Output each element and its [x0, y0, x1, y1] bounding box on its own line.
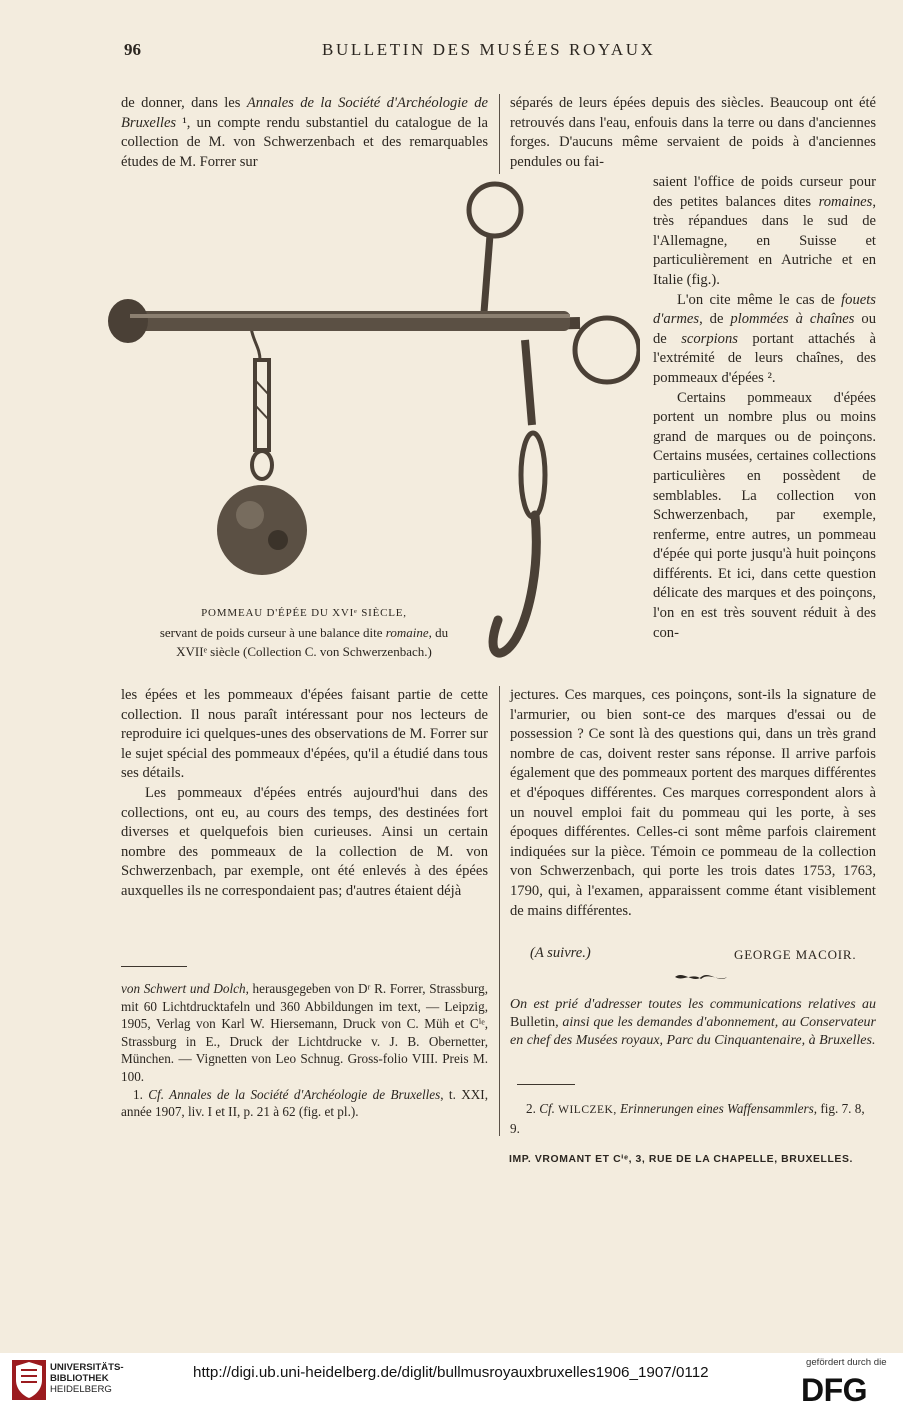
italic-term: romaine [385, 625, 429, 640]
footnote-rule-right [517, 1084, 575, 1085]
italic-term: fouets d'armes [653, 291, 876, 328]
italic-title: Annales de la Société d'Archéologie de Bruxelles [121, 95, 488, 131]
right-column-bottom [510, 686, 876, 921]
italic-term: plommées à chaînes [730, 311, 855, 328]
pommel-link [255, 360, 269, 450]
hook-link [525, 340, 532, 425]
footnote-number: 2. [526, 1101, 540, 1116]
sword-pommel-weight [217, 485, 307, 575]
right-ring [575, 318, 639, 382]
left-column-bottom [121, 686, 488, 902]
italic-title: Erinnerungen eines Waffensammlers [620, 1101, 814, 1116]
dfg-logo: DFG [801, 1372, 868, 1408]
text-span: , du [428, 625, 449, 640]
left-column-top [121, 94, 488, 172]
caption-line [120, 623, 488, 642]
pommel-link-decoration [255, 405, 269, 420]
library-name-line: BIBLIOTHEK [50, 1373, 109, 1384]
figure-caption [120, 604, 488, 661]
page-number: 96 [124, 40, 141, 59]
italic-term: scorpions [681, 330, 738, 347]
footnote-rule-left [121, 966, 187, 967]
bulletin-name: Bulletin [510, 1015, 556, 1030]
italic-title: von Schwert und Dolch [121, 981, 246, 996]
fleuron-ornament [673, 970, 729, 984]
text-span: , de [699, 311, 731, 328]
paragraph: séparés de leurs épées depuis des siècles. Beaucoup ont été retrouvés dans l'eau, enfouis dans la terre ou dans d'anciennes forges. D'aucuns même servaient de poids à d'anciennes pendules ou fai- [510, 95, 876, 170]
footnote-1 [121, 1086, 488, 1121]
italic-term: Cf. [539, 1101, 555, 1116]
caption-line: XVIIᵉ siècle (Collection C. von Schwerzenbach.) [176, 644, 432, 659]
footnotes-right [510, 1100, 876, 1137]
italic-term: romaines [818, 193, 873, 210]
paragraph [121, 94, 488, 172]
university-seal-icon [12, 1360, 46, 1400]
viewer-footer-bar [0, 1353, 903, 1413]
paragraph: Les pommeaux d'épées entrés aujourd'hui dans des collections, ont eu, au cours des temps, des destinées fort diverses et quelquefois bien curieuses. Ainsi un certain nombre des pommeaux de la collection de M. von Schwerzenbach, par exemple, ont été enlevés à des épées auxquelles ils ne correspondaient pas; d'autres étaient déjà [121, 784, 488, 899]
funding-note: gefördert durch die [806, 1357, 887, 1368]
paragraph: jectures. Ces marques, ces poinçons, sont-ils la signature de l'armurier, ou bien sont-ce des marques d'essai ou de possession ? Ce sont là des questions qui, dans un très grand nombre de cas, doivent rester sans réponse. Il arrive parfois également que des pommeaux portent des marques différentes et d'époques différentes. Ces marques correspondent alors à un nouvel emploi fait du pommeau qui les porte, à ses époques différentes. Celles-ci sont même parfois clairement indiquées sur la pièce. Témoin ce pommeau de la collection von Schwerzenbach, qui porte les trois dates 1753, 1763, 1790, qui, à l'examen, apparaissent comme étant visiblement de mains différentes. [510, 687, 876, 919]
author-signature: GEORGE MACOIR. [734, 947, 857, 962]
source-url[interactable]: http://digi.ub.uni-heidelberg.de/diglit/bullmusroyauxbruxelles1906_1907/0112 [193, 1364, 709, 1381]
text-span: , fig. 7. 8, 9. [510, 1101, 865, 1136]
footnotes-left [121, 980, 488, 1121]
text-span: , t. XXI, année 1907, liv. I et II, p. 21 à 62 (fig. et pl.). [121, 1086, 488, 1120]
steelyard-balance-illustration [100, 175, 640, 675]
top-ring [469, 184, 521, 236]
pommel-ornament [268, 530, 288, 550]
footnote [121, 980, 488, 1086]
text-span: , très répandues dans le sud de l'Allemagne, en Suisse et particulièrement en Autriche et en Italie (fig.). [653, 193, 876, 288]
paragraph: les épées et les pommeaux d'épées faisant partie de cette collection. Il nous paraît intéressant pour nos lecteurs de reproduire ici quelques-unes des observations de M. Forrer sur le sujet spécial des pommeaux d'épées, qu'il a étudié dans tous ses détails. [121, 687, 488, 782]
pommel-ornament [236, 501, 264, 529]
library-name-line: UNIVERSITÄTS- [50, 1362, 124, 1373]
beam-highlight [130, 314, 570, 318]
text-span: de donner, dans les [121, 95, 247, 111]
right-column-top [510, 94, 876, 172]
text-span: L'on cite même le cas de [677, 291, 842, 308]
pommel-link-decoration [255, 380, 269, 395]
text-span: , herausgegeben von Dʳ R. Forrer, Strassburg, mit 60 Lichtdrucktafeln und 360 Abbildungen im text, — Leipzig, 1905, Verlag von Karl W. Hiersemann, Druck von C. Müh et Cⁱᵉ, Strassburg in E., Druck der Lichtdrucke v. J. B. Obernetter, München. — Vignetten von Leo Schnug. Gross-folio VIII. Preis M. 100. [121, 981, 488, 1084]
text-span: saient l'office de poids curseur pour des petites balances dites [653, 174, 876, 210]
running-title: BULLETIN DES MUSÉES ROYAUX [322, 40, 656, 59]
pommel-ring [252, 451, 272, 479]
caption-title: POMMEAU D'ÉPÉE DU XVIᵉ SIÈCLE, [201, 607, 407, 619]
column-rule-top [499, 94, 500, 174]
editorial-notice [510, 996, 876, 1050]
printer-imprint: IMP. VROMANT ET Cⁱᵉ, 3, RUE DE LA CHAPELLE, BRUXELLES. [509, 1154, 853, 1165]
paragraph [653, 173, 876, 291]
footnote-number: 1. [133, 1086, 149, 1102]
text-span: portant attachés à l'extrémité de leurs chaînes, des pommeaux d'épées ². [653, 330, 876, 386]
beam-end-knob [108, 299, 148, 343]
paragraph: Certains pommeaux d'épées portent un nombre plus ou moins grand de marques ou de poinçons. Certains musées, certaines collections particulières en possèdent de semblables. La collection von Schwerzenbach, par exemple, renferme, entre autres, un pommeau d'épée qui porte jusqu'à huit poinçons différents. Et ici, dans cette question délicate des marques et des poinçons, l'on en est très souvent réduit à des con- [653, 389, 876, 641]
text-span: servant de poids curseur à une balance dite [159, 625, 386, 640]
text-span: ou de [653, 311, 876, 347]
column-rule-bottom [499, 686, 500, 1136]
university-library-name [50, 1362, 124, 1395]
hook-loop [521, 433, 545, 517]
to-be-continued: (A suivre.) [530, 945, 591, 961]
text-span: On est prié d'adresser toutes les communications relatives au [510, 997, 876, 1012]
library-name-line: HEIDELBERG [50, 1384, 112, 1395]
italic-title: Cf. Annales de la Société d'Archéologie de Bruxelles [148, 1086, 441, 1102]
text-span: ¹, un compte rendu substantiel du catalogue de la collection de M. von Schwerzenbach et des remarquables études de M. Forrer sur [121, 114, 488, 170]
paragraph [653, 291, 876, 389]
hook [493, 515, 536, 653]
text-span: , ainsi que les demandes d'abonnement, au Conservateur en chef des Musées royaux, Parc du Cinquantenaire, à Bruxelles. [510, 1015, 876, 1048]
author-name: WILCZEK, [554, 1104, 621, 1116]
right-column-narrow [653, 173, 876, 643]
